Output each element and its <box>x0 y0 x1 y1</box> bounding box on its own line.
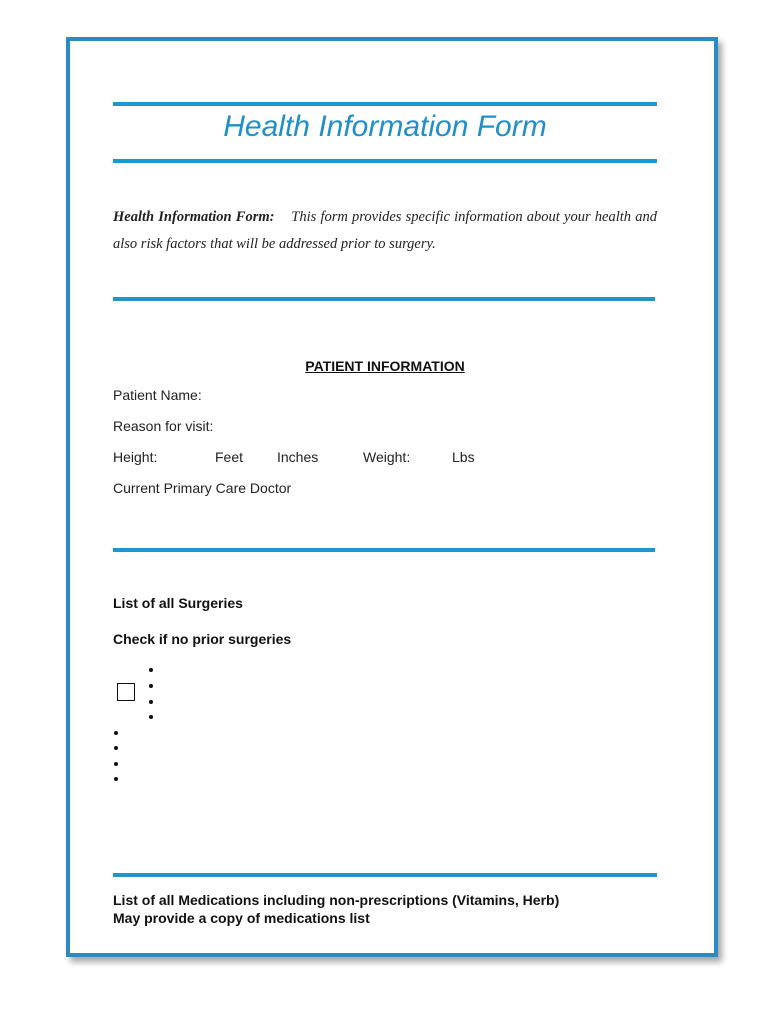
surgery-bullet <box>114 762 118 766</box>
intro-lead: Health Information Form: <box>113 209 275 225</box>
section-divider-1 <box>113 297 655 301</box>
surgeries-heading: List of all Surgeries <box>113 595 243 611</box>
surgery-bullet <box>149 684 153 688</box>
document-page <box>66 37 718 957</box>
surgery-bullet <box>149 668 153 672</box>
reason-label: Reason for visit: <box>113 418 214 434</box>
doctor-label: Current Primary Care Doctor <box>113 480 292 496</box>
surgery-bullet <box>114 731 118 735</box>
surgery-bullet <box>149 715 153 719</box>
surgery-bullet <box>114 746 118 750</box>
intro-paragraph <box>113 204 657 258</box>
title-rule-bottom <box>113 159 657 163</box>
feet-label: Feet <box>215 449 244 465</box>
title-rule-top <box>113 102 657 106</box>
medications-note: May provide a copy of medications list <box>113 910 370 926</box>
patient-name-label: Patient Name: <box>113 387 202 403</box>
section-divider-3 <box>113 873 657 877</box>
surgery-bullet <box>149 700 153 704</box>
patient-info-heading: PATIENT INFORMATION <box>305 358 465 374</box>
weight-label: Weight: <box>363 449 411 465</box>
no-surgeries-label: Check if no prior surgeries <box>113 631 292 647</box>
lbs-label: Lbs <box>452 449 475 465</box>
surgery-bullet <box>114 777 118 781</box>
medications-heading: List of all Medications including non-prescriptions (Vitamins, Herb) <box>113 892 560 908</box>
form-title: Health Information Form <box>223 110 547 143</box>
section-divider-2 <box>113 548 655 552</box>
inches-label: Inches <box>277 449 319 465</box>
intro-text: This form provides specific information about your health and also risk factors that will be addressed prior to surgery. <box>113 209 658 252</box>
no-prior-surgeries-checkbox[interactable] <box>117 683 135 701</box>
height-label: Height: <box>113 449 158 465</box>
